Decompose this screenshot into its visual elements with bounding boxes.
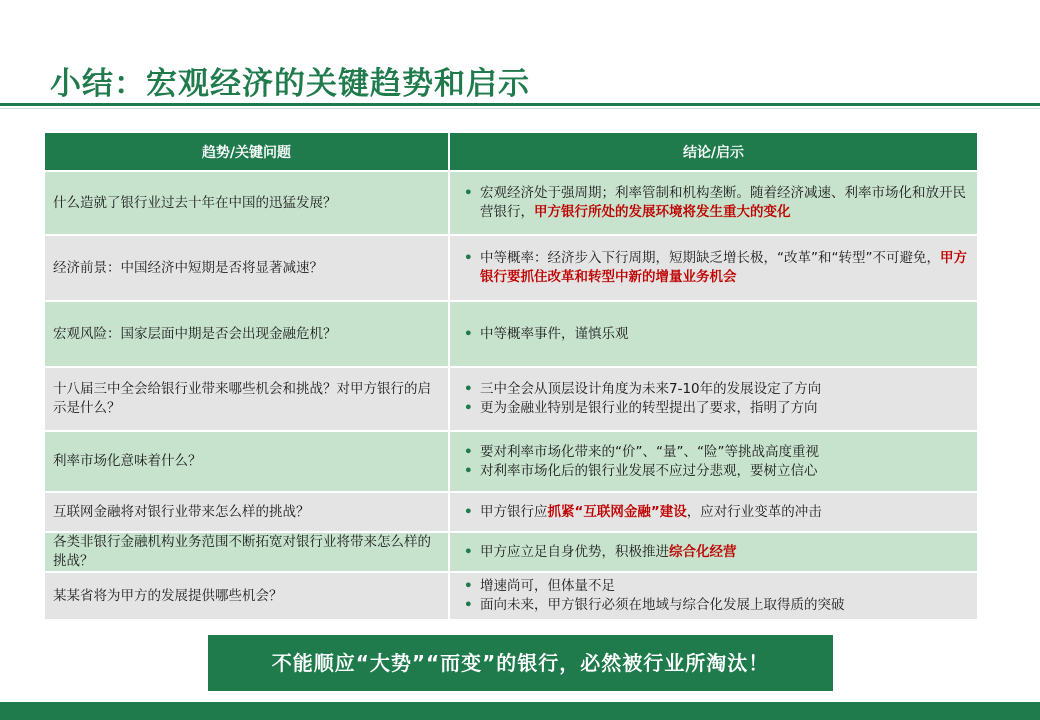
table-row bbox=[45, 171, 977, 235]
row-conclusion bbox=[449, 532, 977, 572]
conclusion-point: • 中等概率事件，谨慎乐观 bbox=[458, 325, 969, 344]
highlight-text: 抓紧“互联网金融”建设 bbox=[547, 503, 687, 520]
conclusion-point: • 增速尚可，但体量不足 bbox=[458, 577, 969, 596]
table-header-row bbox=[45, 133, 977, 171]
row-question: 各类非银行金融机构业务范围不断拓宽对银行业将带来怎么样的挑战？ bbox=[45, 532, 449, 572]
table-row bbox=[45, 235, 977, 301]
summary-table bbox=[45, 133, 977, 619]
highlight-text: 综合化经营 bbox=[669, 543, 737, 560]
row-conclusion bbox=[449, 235, 977, 301]
conclusion-point: • 对利率市场化后的银行业发展不应过分悲观，要树立信心 bbox=[458, 462, 969, 481]
highlight-text: 甲方银行要抓住改革和转型中新的增量业务机会 bbox=[480, 250, 967, 285]
table-row bbox=[45, 532, 977, 572]
table-row bbox=[45, 492, 977, 532]
highlight-text: 甲方银行所处的发展环境将发生重大的变化 bbox=[534, 204, 791, 220]
table-row bbox=[45, 431, 977, 492]
table-row bbox=[45, 301, 977, 367]
conclusion-point: • 更为金融业特别是银行业的转型提出了要求，指明了方向 bbox=[458, 399, 969, 418]
row-question: 十八届三中全会给银行业带来哪些机会和挑战？对甲方银行的启示是什么？ bbox=[45, 367, 449, 431]
row-conclusion bbox=[449, 492, 977, 532]
row-conclusion bbox=[449, 301, 977, 367]
header-trend: 趋势/关键问题 bbox=[45, 133, 449, 171]
conclusion-point: • 面向未来，甲方银行必须在地域与综合化发展上取得质的突破 bbox=[458, 596, 969, 615]
title-divider bbox=[0, 103, 1040, 106]
row-conclusion bbox=[449, 171, 977, 235]
row-question: 某某省将为甲方的发展提供哪些机会？ bbox=[45, 572, 449, 619]
row-question: 利率市场化意味着什么？ bbox=[45, 431, 449, 492]
footer-bar bbox=[0, 702, 1040, 720]
conclusion-point: • 要对利率市场化带来的“价”、“量”、“险”等挑战高度重视 bbox=[458, 443, 969, 462]
row-question: 互联网金融将对银行业带来怎么样的挑战？ bbox=[45, 492, 449, 532]
row-conclusion bbox=[449, 572, 977, 619]
title-divider-thin bbox=[0, 108, 1040, 109]
row-conclusion bbox=[449, 367, 977, 431]
conclusion-banner: 不能顺应“大势”“而变”的银行，必然被行业所淘汰！ bbox=[208, 635, 833, 691]
conclusion-point: • 三中全会从顶层设计角度为未来7-10年的发展设定了方向 bbox=[458, 380, 969, 399]
table-row bbox=[45, 572, 977, 619]
table-row bbox=[45, 367, 977, 431]
conclusion-point: • 宏观经济处于强周期；利率管制和机构垄断。随着经济减速、利率市场化和放开民营银行，甲方银行所处的发展环境将发生重大的变化 bbox=[458, 184, 969, 222]
row-conclusion bbox=[449, 431, 977, 492]
conclusion-point: • 甲方应立足自身优势，积极推进综合化经营 bbox=[458, 543, 969, 562]
page-title: 小结：宏观经济的关键趋势和启示 bbox=[50, 66, 530, 102]
row-question: 什么造就了银行业过去十年在中国的迅猛发展？ bbox=[45, 171, 449, 235]
row-question: 经济前景：中国经济中短期是否将显著减速？ bbox=[45, 235, 449, 301]
row-question: 宏观风险：国家层面中期是否会出现金融危机？ bbox=[45, 301, 449, 367]
conclusion-point: • 甲方银行应抓紧“互联网金融”建设，应对行业变革的冲击 bbox=[458, 503, 969, 522]
header-conclusion: 结论/启示 bbox=[449, 133, 977, 171]
conclusion-point: • 中等概率：经济步入下行周期，短期缺乏增长极，“改革”和“转型”不可避免，甲方银行要抓住改革和转型中新的增量业务机会 bbox=[458, 249, 969, 287]
